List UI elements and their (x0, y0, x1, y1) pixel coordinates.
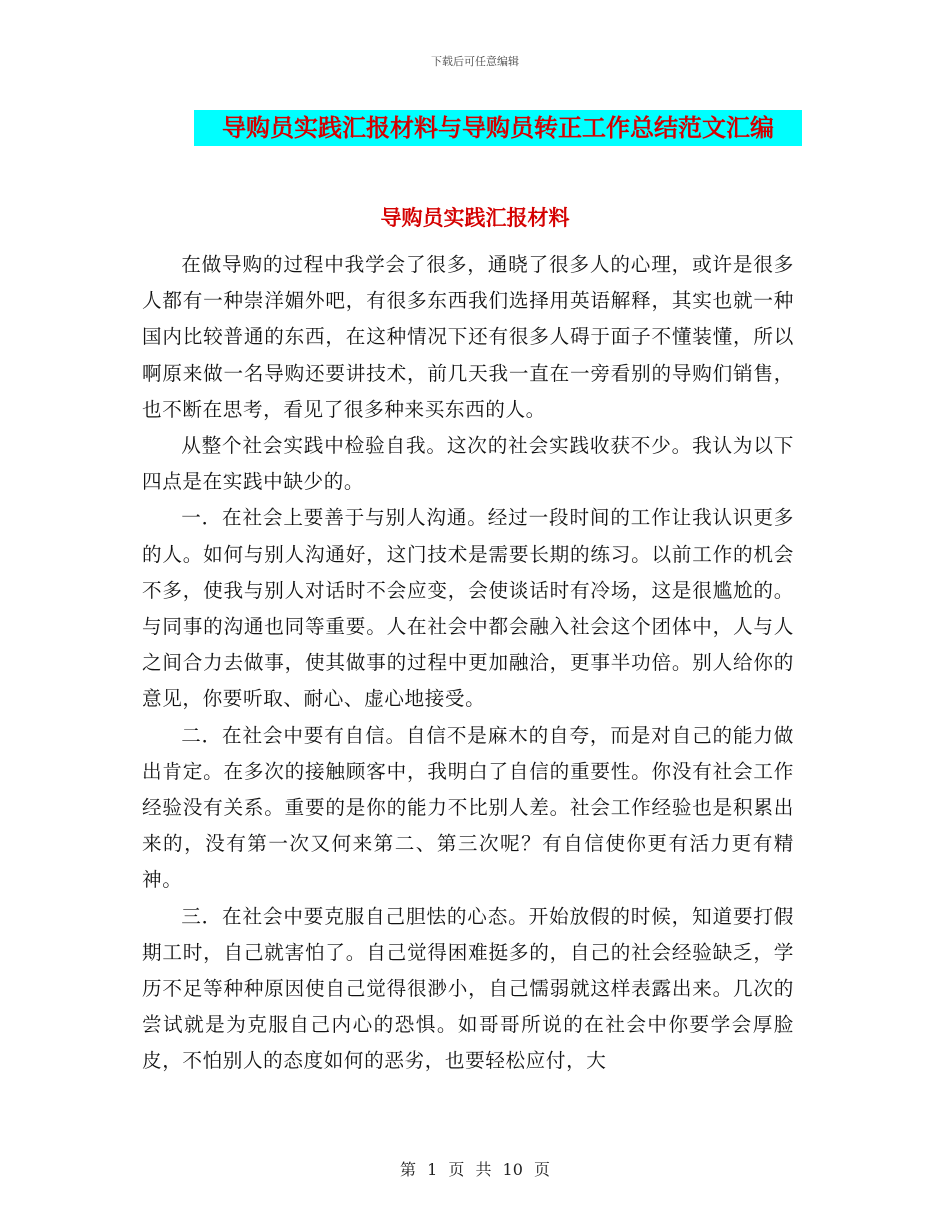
document-title: 导购员实践汇报材料与导购员转正工作总结范文汇编 (194, 110, 802, 146)
paragraph: 一．在社会上要善于与别人沟通。经过一段时间的工作让我认识更多的人。如何与别人沟通好，这门技术是需要长期的练习。以前工作的机会不多，使我与别人对话时不会应变，会使谈话时有冷场，这是很尴尬的。与同事的沟通也同等重要。人在社会中都会融入社会这个团体中，人与人之间合力去做事，使其做事的过程中更加融洽，更事半功倍。别人给你的意见，你要听取、耐心、虚心地接受。 (142, 506, 794, 711)
section-title: 导购员实践汇报材料 (380, 206, 570, 230)
paragraph: 从整个社会实践中检验自我。这次的社会实践收获不少。我认为以下四点是在实践中缺少的。 (142, 434, 794, 494)
paragraph: 二．在社会中要有自信。自信不是麻木的自夸，而是对自己的能力做出肯定。在多次的接触顾客中，我明白了自信的重要性。你没有社会工作经验没有关系。重要的是你的能力不比别人差。社会工作经验也是积累出来的，没有第一次又何来第二、第三次呢？有自信使你更有活力更有精神。 (142, 723, 794, 892)
paragraph: 三．在社会中要克服自己胆怯的心态。开始放假的时候，知道要打假期工时，自己就害怕了。自己觉得困难挺多的，自己的社会经验缺乏，学历不足等种种原因使自己觉得很渺小，自己懦弱就这样表露出来。几次的尝试就是为克服自己内心的恐惧。如哥哥所说的在社会中你要学会厚脸皮，不怕别人的态度如何的恶劣，也要轻松应付，大 (142, 904, 794, 1073)
page-footer: 第 1 页 共 10 页 (400, 1160, 550, 1179)
page-header-note: 下载后可任意编辑 (431, 55, 519, 68)
paragraph: 在做导购的过程中我学会了很多，通晓了很多人的心理，或许是很多人都有一种崇洋媚外吧，有很多东西我们选择用英语解释，其实也就一种国内比较普通的东西，在这种情况下还有很多人碍于面子不懂装懂，所以啊原来做一名导购还要讲技术，前几天我一直在一旁看别的导购们销售，也不断在思考，看见了很多种来买东西的人。 (142, 253, 794, 421)
body-text (142, 247, 794, 1080)
